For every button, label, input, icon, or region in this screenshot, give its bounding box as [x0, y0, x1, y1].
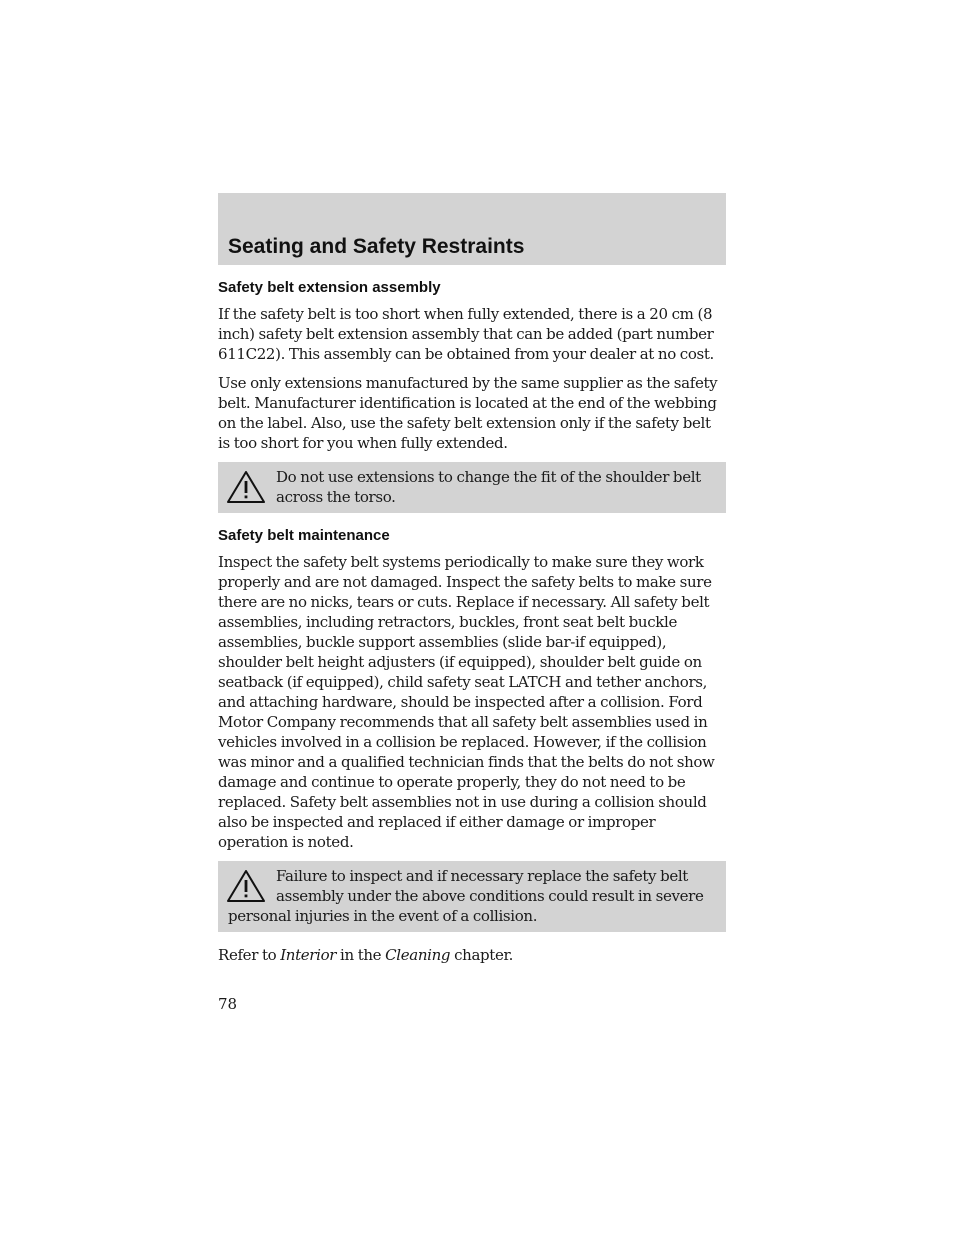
refer-suffix: chapter.: [454, 946, 514, 964]
refer-middle: in the: [340, 946, 382, 964]
page-content: [218, 278, 726, 974]
refer-link-cleaning: Cleaning: [385, 946, 451, 964]
warning-triangle-icon: [226, 868, 266, 904]
section-header-band: [218, 193, 726, 265]
heading-extension-assembly: Safety belt extension assembly: [218, 279, 441, 296]
warning-text: Failure to inspect and if necessary replace the safety belt assembly under the above conditions could result in severe personal injuries in the event of a collision.: [228, 867, 704, 925]
warning-text: Do not use extensions to change the fit of the shoulder belt across the torso.: [276, 468, 701, 506]
heading-belt-maintenance: Safety belt maintenance: [218, 527, 390, 544]
refer-link-interior: Interior: [280, 946, 337, 964]
warning-triangle-icon: [226, 469, 266, 505]
paragraph: If the safety belt is too short when fully extended, there is a 20 cm (8 inch) safety belt extension assembly that can be added (part number 611C22). This assembly can be obtained from your dealer at no cost.: [218, 305, 714, 363]
warning-box: [218, 861, 726, 932]
section-title: Seating and Safety Restraints: [228, 235, 525, 258]
page-number: 78: [218, 995, 238, 1013]
refer-line: [218, 945, 726, 965]
warning-box: [218, 462, 726, 513]
refer-prefix: Refer to: [218, 946, 277, 964]
paragraph: Inspect the safety belt systems periodically to make sure they work properly and are not damaged. Inspect the safety belts to make sure there are no nicks, tears or cuts. Replace if necessary. All safety belt assemblies, including retractors, buckles, front seat belt buckle assemblies, buckle support assemblies (slide bar-if equipped), shoulder belt height adjusters (if equipped), shoulder belt guide on seatback (if equipped), child safety seat LATCH and tether anchors, and attaching hardware, should be inspected after a collision. Ford Motor Company recommends that all safety belt assemblies used in vehicles involved in a collision be replaced. However, if the collision was minor and a qualified technician finds that the belts do not show damage and continue to operate properly, they do not need to be replaced. Safety belt assemblies not in use during a collision should also be inspected and replaced if either damage or improper operation is noted.: [218, 553, 715, 851]
paragraph: Use only extensions manufactured by the same supplier as the safety belt. Manufacturer identification is located at the end of the webbing on the label. Also, use the safety belt extension only if the safety belt is too short for you when fully extended.: [218, 374, 718, 452]
